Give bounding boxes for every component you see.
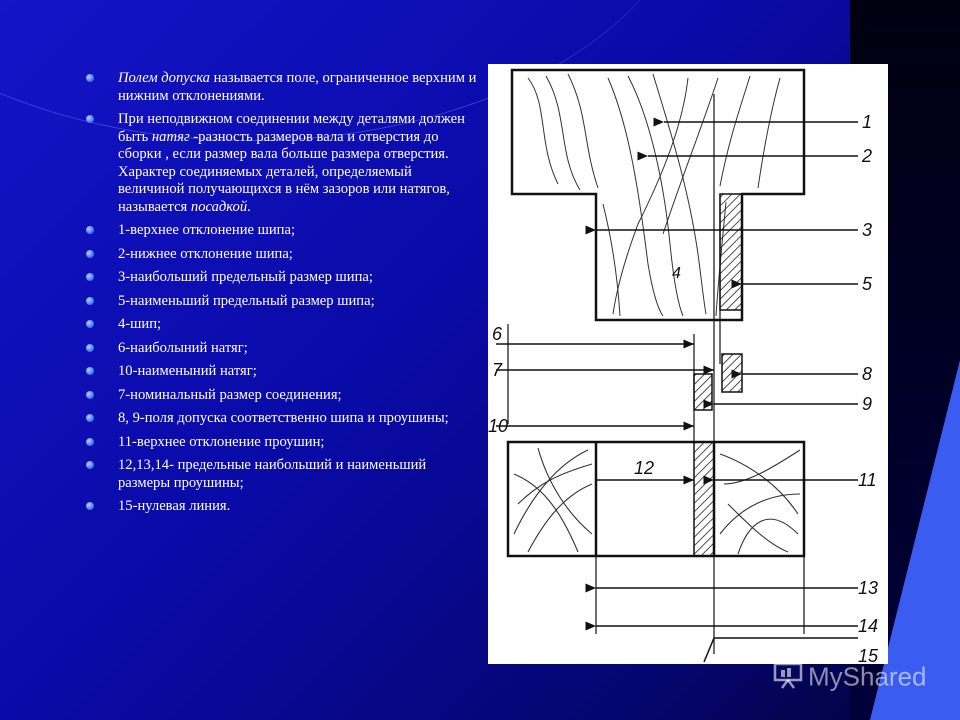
label-10: 10: [488, 416, 509, 436]
bullet-item: [82, 340, 477, 358]
label-4: 4: [672, 265, 681, 282]
label-7: 7: [492, 360, 503, 380]
bullet-text: 5-наименьший предельный размер шипа;: [118, 292, 375, 309]
bullet-dot-icon: [86, 391, 94, 399]
bullet-dot-icon: [86, 250, 94, 258]
bullet-item: [82, 387, 477, 405]
mortise-part: [508, 442, 804, 556]
bullet-text: 11-верхнее отклонение проушин;: [118, 433, 325, 450]
bullet-text: 1-верхнее отклонение шипа;: [118, 222, 296, 238]
bullet-text: 2-нижнее отклонение шипа;: [118, 245, 293, 262]
bullet-dot-icon: [86, 273, 94, 281]
bullet-text: 3-наибольший предельный размер шипа;: [118, 269, 373, 285]
bullet-dot-icon: [86, 502, 94, 510]
tenon-hatch-strip: [720, 194, 742, 310]
bullet-dot-icon: [86, 414, 94, 422]
bullet-dot-icon: [86, 320, 94, 328]
bullet-text: называется поле, ограниченное верхним и нижним отклонениями.: [118, 70, 477, 104]
bullet-list: [82, 70, 477, 516]
bullet-item: [82, 363, 477, 381]
bullet-dot-icon: [86, 344, 94, 352]
bullet-item: [82, 293, 477, 311]
bullet-text: 8, 9-поля допуска соответственно шипа и проушины;: [118, 410, 449, 426]
tolerance-diagram: [488, 64, 888, 664]
tenon-tolerance-field: [722, 354, 742, 392]
term-tolerance-field: Полем допуска: [118, 70, 210, 86]
bullet-item-fit: [82, 111, 477, 216]
label-11: 11: [858, 470, 877, 490]
bullet-dot-icon: [86, 438, 94, 446]
bullet-text: -разность размеров вала и отверстия до сборки , если размер вала больше размера отверстия. Характер соединяемых деталей, определяемый величиной получающихся в нём зазоров или натягов, называется: [118, 128, 450, 215]
label-9: 9: [862, 394, 873, 414]
label-5: 5: [862, 274, 873, 294]
term-fit: посадкой: [190, 198, 248, 215]
label-8: 8: [862, 364, 873, 384]
mortise-hatch-strip: [694, 442, 714, 556]
label-13: 13: [858, 578, 879, 598]
bullet-dot-icon: [86, 461, 94, 469]
bullet-text: 6-наиболыний натяг;: [118, 339, 248, 356]
label-15: 15: [858, 646, 879, 664]
label-14: 14: [858, 616, 879, 636]
presentation-icon: [772, 660, 804, 697]
bullet-item: [82, 222, 477, 240]
bullet-dot-icon: [86, 115, 94, 123]
label-12: 12: [634, 458, 655, 478]
bullet-text: 7-номинальный размер соединения;: [118, 386, 342, 403]
bullet-item: [82, 498, 477, 516]
bullet-dot-icon: [86, 226, 94, 234]
mortise-tolerance-field: [694, 374, 712, 410]
bullet-dot-icon: [86, 74, 94, 82]
watermark-text: MyShared: [808, 661, 927, 692]
bullet-text: 12,13,14- предельные наибольший и наименьший размеры проушины;: [118, 457, 427, 491]
label-1: 1: [862, 112, 873, 132]
label-2: 2: [862, 146, 873, 166]
tenon-part: [512, 70, 804, 320]
bullet-text: 10-наименыний натяг;: [118, 363, 257, 379]
watermark: [772, 660, 927, 697]
bullet-text: 15-нулевая линия.: [118, 498, 231, 514]
label-6: 6: [492, 324, 503, 344]
bullet-item: [82, 269, 477, 287]
bullet-text: При неподвижном соединении между деталями должен быть: [118, 111, 465, 145]
bullet-item: [82, 434, 477, 452]
term-interference: натяг: [151, 128, 190, 145]
bullet-dot-icon: [86, 297, 94, 305]
label-3: 3: [862, 220, 873, 240]
bullet-text: .: [247, 198, 251, 215]
bullet-dot-icon: [86, 367, 94, 375]
wood-grain-bottom: [514, 448, 800, 554]
bullet-item: [82, 457, 477, 492]
bullet-item-tolerance-field: [82, 70, 477, 105]
tolerance-diagram-svg: [488, 64, 888, 664]
bullet-item: [82, 246, 477, 264]
bullet-text: 4-шип;: [118, 316, 162, 332]
slide-text-area: [82, 70, 477, 522]
bullet-item: [82, 410, 477, 428]
bullet-item: [82, 316, 477, 334]
